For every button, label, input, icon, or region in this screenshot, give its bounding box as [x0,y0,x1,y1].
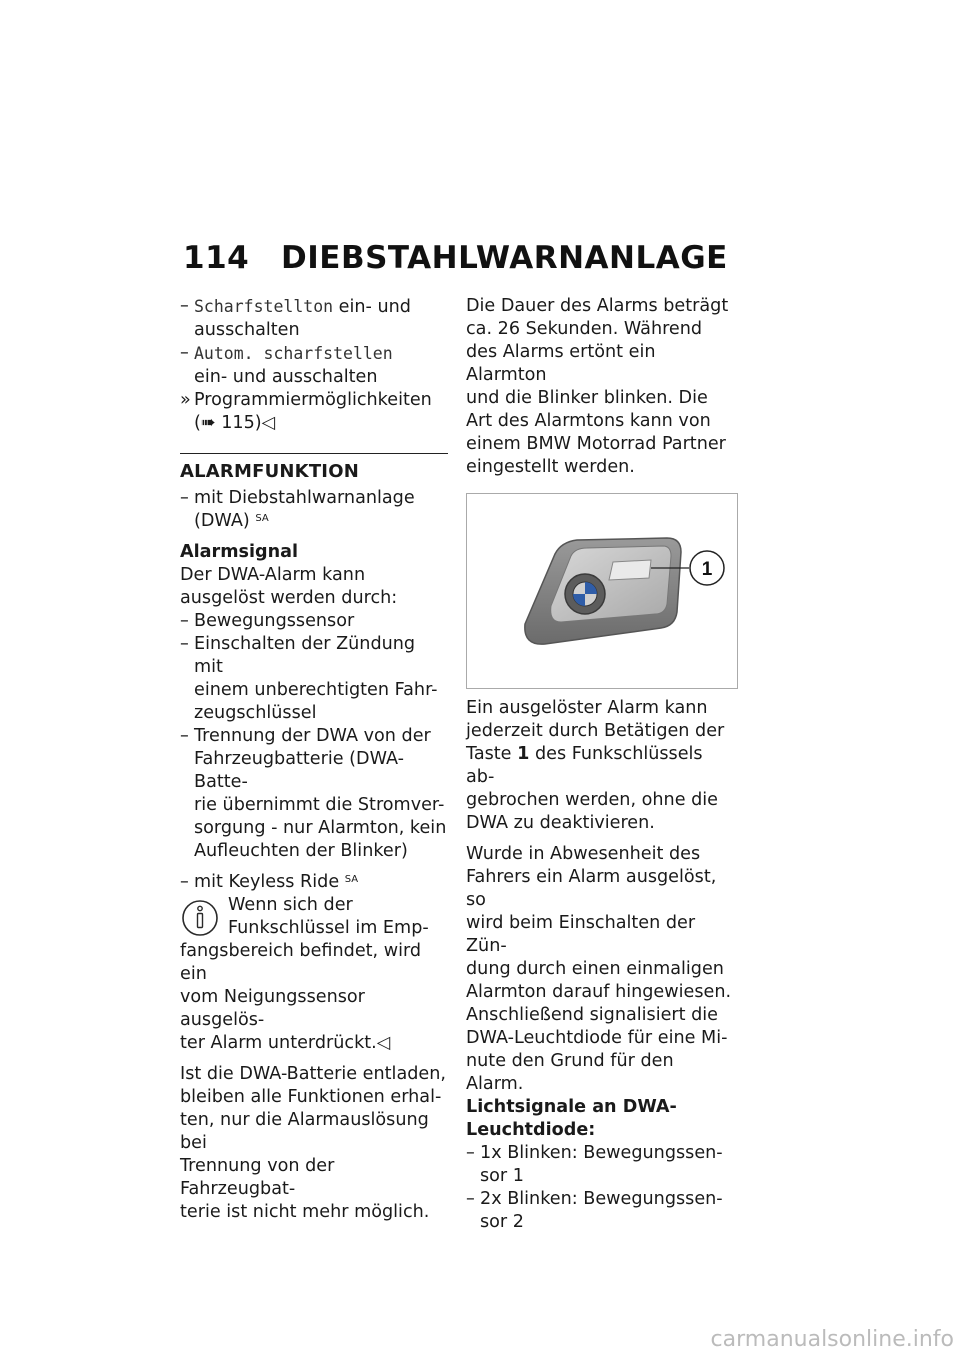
callout-number: 1 [701,559,713,580]
subsection-title: Lichtsignale an DWA- Leuchtdiode: [466,1097,677,1140]
section-title: ALARMFUNKTION [180,461,359,482]
info-icon [180,898,220,938]
left-column [180,295,448,1224]
paragraph: Ist die DWA-Batterie entladen, bleiben alle Funktionen erhal- ten, nur die Alarmauslösung bei Trennung von der Fahrzeugbat- terie ist nicht mehr möglich. [180,1064,446,1222]
special-equipment-badge: SA [255,513,269,524]
info-note: Wenn sich der Funkschlüssel im Emp- fangsbereich befindet, wird ein vom Neigungssensor ausgelös- ter Alarm unterdrückt.◁ [180,895,429,1053]
page-title: DIEBSTAHLWARNANLAGE [281,240,728,276]
list-item: – 2x Blinken: Bewegungssen- sor 2 [466,1189,723,1232]
page-header [183,240,783,280]
list-item: – Trennung der DWA von der Fahrzeugbatterie (DWA-Batte- rie übernimmt die Stromver- sorgung - nur Alarmton, kein Aufleuchten der Blinker) [180,726,447,861]
menu-setting: Autom. scharfstellen [194,344,393,363]
key-fob-figure [466,493,738,689]
paragraph: Ein ausgelöster Alarm kann jederzeit durch Betätigen der Taste 1 des Funkschlüssels ab- gebrochen werden, ohne die DWA zu deaktivieren. [466,698,725,833]
list-item: – Autom. scharfstellen ein- und ausschalten [180,343,393,387]
watermark: carmanualsonline.info [710,1327,954,1352]
list-item: – Bewegungssensor [180,611,355,631]
special-equipment-badge: SA [344,874,359,885]
menu-setting: Scharfstellton [194,297,334,316]
paragraph: Die Dauer des Alarms beträgt ca. 26 Sekunden. Während des Alarms ertönt ein Alarmton und die Blinker blinken. Die Art des Alarmtons kann von einem BMW Motorrad Partner eingestellt werden. [466,296,729,477]
paragraph: Wurde in Abwesenheit des Fahrers ein Alarm ausgelöst, so wird beim Einschalten der Zün- dung durch einen einmaligen Alarmton darauf hingewiesen. Anschließend signalisiert die DWA-Leuchtdiode für eine Mi- nute den Grund für den Alarm. [466,844,732,1094]
list-item: – 1x Blinken: Bewegungssen- sor 1 [466,1143,723,1186]
paragraph: Der DWA-Alarm kann ausgelöst werden durch: [180,565,398,608]
right-column [466,295,736,1234]
page-number: 114 [183,240,250,276]
cross-reference[interactable]: » Programmiermöglichkeiten (➠ 115)◁ [180,390,432,433]
list-item: – mit Diebstahlwarnanlage (DWA) $^{SA}$ [180,488,415,531]
list-item: – mit Keyless Ride $^{SA}$ [180,872,359,892]
list-item: – Scharfstellton ein- und ausschalten [180,296,411,340]
key-fob-illustration [467,494,737,688]
list-item: – Einschalten der Zündung mit einem unberechtigten Fahr- zeugschlüssel [180,634,438,723]
subsection-title: Alarmsignal [180,542,299,562]
section-divider [180,453,448,454]
